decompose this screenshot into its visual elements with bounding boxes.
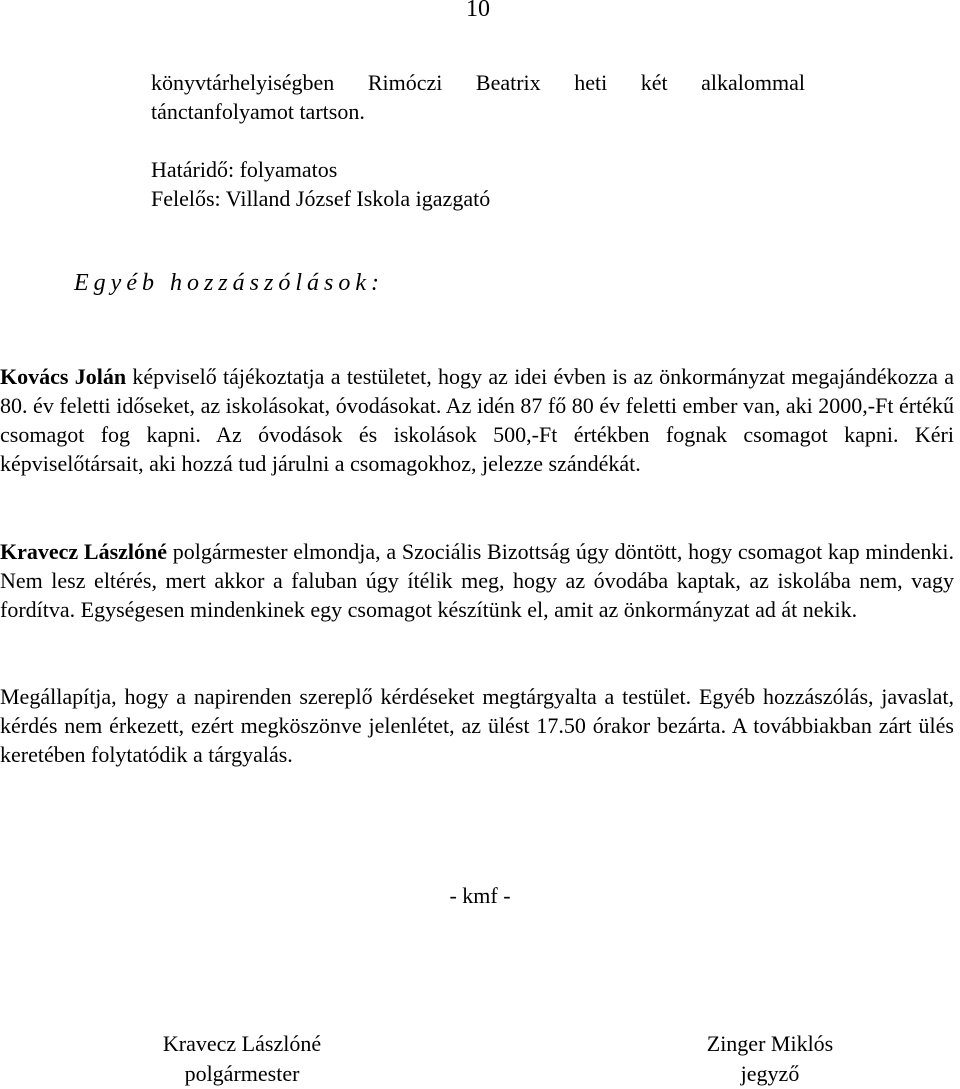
- signatory-name: Zinger Miklós: [706, 1031, 834, 1056]
- signatory-name: Kravecz Lászlóné: [162, 1031, 322, 1056]
- section-heading: Egyéb hozzászólások:: [74, 270, 384, 296]
- signatory-title: polgármester: [184, 1061, 300, 1086]
- kmf-marker: - kmf -: [449, 883, 511, 908]
- paragraph-text: Megállapítja, hogy a napirenden szereplő kérdéseket megtárgyalta a testület. Egyéb hozzászólás, javaslat, kérdés nem érkezett, ezért megköszönve jelenlétet, az ülést 17.50 órakor bezárta. A továbbiakban zárt ülés keretében folytatódik a tárgyalás.: [0, 684, 954, 767]
- paragraph-text: képviselő tájékoztatja a testületet, hogy az idei évben is az önkormányzat megajándékozza a 80. év feletti időseket, az iskolásokat, óvodásokat. Az idén 87 fő 80 év feletti ember van, aki 2000,-Ft értékű csomagot fog kapni. Az óvodások és iskolások 500,-Ft értékben fognak csomagot kapni. Kéri képviselőtársait, aki hozzá tud járulni a csomagokhoz, jelezze szándékát.: [0, 364, 954, 476]
- intro-line-1: könyvtárhelyiségben Rimóczi Beatrix heti két alkalommal: [151, 70, 805, 95]
- signature-left: [142, 1029, 342, 1089]
- paragraph-1: [0, 362, 954, 478]
- signature-right: [670, 1029, 870, 1089]
- responsible-line: Felelős: Villand József Iskola igazgató: [151, 186, 491, 211]
- page-number: 10: [466, 0, 490, 22]
- deadline-block: [151, 155, 805, 213]
- intro-block: [151, 68, 805, 126]
- intro-line-2: tánctanfolyamot tartson.: [151, 99, 365, 124]
- deadline-line: Határidő: folyamatos: [151, 157, 338, 182]
- speaker-name: Kravecz Lászlóné: [0, 539, 168, 564]
- paragraph-text: polgármester elmondja, a Szociális Bizottság úgy döntött, hogy csomagot kap mindenki. Nem lesz eltérés, mert akkor a faluban úgy ítélik meg, hogy az óvodába kaptak, az iskolába nem, vagy fordítva. Egységesen mindenkinek egy csomagot készítünk el, amit az önkormányzat ad át nekik.: [0, 539, 954, 622]
- paragraph-3: [0, 682, 954, 769]
- speaker-name: Kovács Jolán: [0, 364, 127, 389]
- signatory-title: jegyző: [740, 1061, 800, 1086]
- paragraph-2: [0, 537, 954, 624]
